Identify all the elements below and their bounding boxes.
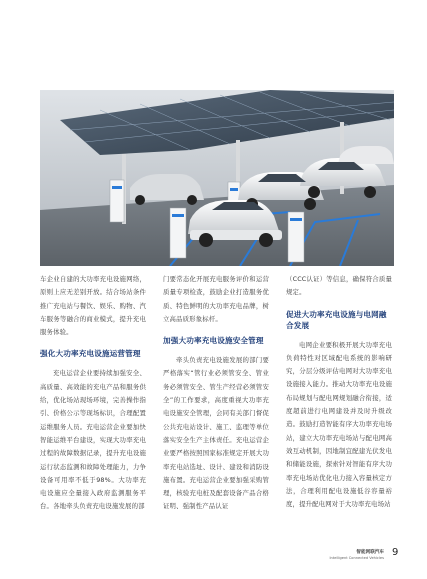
page-number: 9: [392, 547, 399, 558]
section-heading: 促进大功率充电设施与电网融合发展: [286, 309, 387, 330]
footer-brand: [322, 546, 392, 568]
paragraph: 门要常态化开展充电服务评价和运营质量专项检查，鼓励企业打造服务优质、特色鲜明的大功率充电品牌，树立高品质形象标杆。: [163, 275, 269, 323]
brand-name-cn: 智能网联汽车: [356, 550, 384, 555]
text-column-1: [40, 273, 146, 514]
text-column-3: [286, 273, 392, 511]
section-heading: 强化大功率充电设施运营管理: [40, 349, 141, 359]
paragraph: 牵头负责充电设施发展的部门要严格落实“管行业必须管安全、管业务必须管安全、管生产经营必须管安全”的工作要求，高度重视大功率充电设施安全管理，会同有关部门督促公共充电站设计、施工、监理等单位落实安全生产主体责任。充电运营企业要严格按照国家标准规定开展大功率充电站选址、设计、建设和消防设施布置。充电运营企业要加强采购管理，核验充电桩及配套设备产品合格证明、强制性产品认证: [163, 356, 269, 511]
paragraph: 车企业自建的大功率充电设施网络，原则上应无差别开放。结合场站条件推广充电站与餐饮、娱乐、购物、汽车服务等融合的商业模式，提升充电服务体验。: [40, 275, 146, 337]
paragraph: 电网企业要积极开展大功率充电负荷特性对区域配电系统的影响研究，分层分级评估电网对大功率充电设施接入能力。推动大功率充电设施布局规划与配电网规划融合衔接，适度超前进行电网建设并及时升级改造。鼓励打造智能有序大功率充电场站，建立大功率充电场站与配电网高效互动机制，因地制宜配建光伏发电和储能设施，探索针对智能有序大功率充电场站优化电力接入容量核定方法，合理利用配电设施低谷容量裕度，提升配电网对于大功率充电场站: [286, 340, 392, 509]
section-heading: 加强大功率充电设施安全管理: [163, 336, 264, 346]
brand-name-en: Intelligent Connected Vehicles: [329, 556, 384, 560]
paragraph: （CCC认证）等信息，确保符合质量规定。: [286, 275, 392, 297]
ev-charging-carport-photo: [40, 90, 394, 266]
paragraph: 充电运营企业要持续加强安全、高质量、高效能的充电产品和服务供给，优化场站现场环境，完善操作指引、价格公示等现场标识，合理配置运维服务人员。充电运营企业要加快智能运维平台建设，实现大功率充电过程的故障数据记录，提升充电设施运行状态监测和故障处理能力，力争设备可用率不低于98%。大功率充电设施应全量接入政府监测服务平台。各地牵头负责充电设施发展的部: [40, 369, 146, 511]
text-column-2: [163, 273, 269, 514]
